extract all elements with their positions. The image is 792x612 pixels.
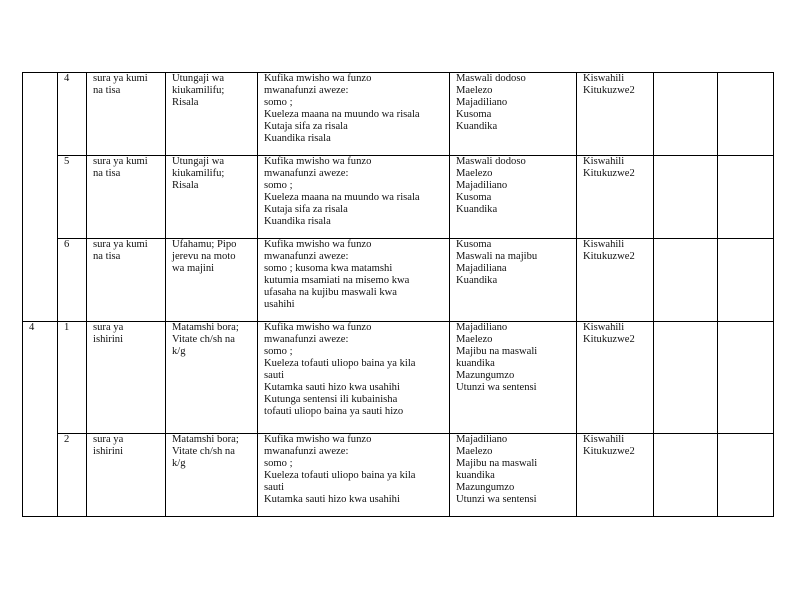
activities-cell: Kusoma Maswali na majibu Majadiliana Kuandika (450, 239, 577, 322)
topic-cell: sura ya ishirini (87, 434, 166, 517)
objectives-cell: Kufika mwisho wa funzo mwanafunzi aweze: somo ; Kueleza tofauti uliopo baina ya kila sauti Kutamka sauti hizo kwa usahihi (258, 434, 450, 517)
subtopic-cell: Utungaji wa kiukamilifu; Risala (166, 73, 258, 156)
objectives-cell: Kufika mwisho wa funzo mwanafunzi aweze: somo ; Kueleza tofauti uliopo baina ya kila sauti Kutamka sauti hizo kwa usahihi Kutunga sentensi ili kubainisha tofauti uliopo baina ya sauti hizo (258, 322, 450, 434)
topic-cell: sura ya kumi na tisa (87, 239, 166, 322)
lesson-cell: 6 (58, 239, 87, 322)
week-cell (23, 73, 58, 322)
activities-cell: Majadiliano Maelezo Majibu na maswali kuandika Mazungumzo Utunzi wa sentensi (450, 434, 577, 517)
lesson-cell: 5 (58, 156, 87, 239)
lesson-cell: 2 (58, 434, 87, 517)
subtopic-cell: Utungaji wa kiukamilifu; Risala (166, 156, 258, 239)
objectives-cell: Kufika mwisho wa funzo mwanafunzi aweze: somo ; Kueleza maana na muundo wa risala Kutaja sifa za risala Kuandika risala (258, 73, 450, 156)
subtopic-cell: Matamshi bora; Vitate ch/sh na k/g (166, 434, 258, 517)
activities-cell: Maswali dodoso Maelezo Majadiliano Kusoma Kuandika (450, 73, 577, 156)
remarks-cell (718, 322, 774, 434)
objectives-cell: Kufika mwisho wa funzo mwanafunzi aweze: somo ; kusoma kwa matamshi kutumia msamiati na misemo kwa ufasaha na kujibu maswali kwa usahihi (258, 239, 450, 322)
assessment-cell (654, 156, 718, 239)
topic-cell: sura ya ishirini (87, 322, 166, 434)
resources-cell: Kiswahili Kitukuzwe2 (577, 322, 654, 434)
subtopic-cell: Matamshi bora; Vitate ch/sh na k/g (166, 322, 258, 434)
table-row (23, 239, 774, 322)
assessment-cell (654, 73, 718, 156)
lesson-cell: 4 (58, 73, 87, 156)
table-row (23, 156, 774, 239)
resources-cell: Kiswahili Kitukuzwe2 (577, 156, 654, 239)
objectives-cell: Kufika mwisho wa funzo mwanafunzi aweze: somo ; Kueleza maana na muundo wa risala Kutaja sifa za risala Kuandika risala (258, 156, 450, 239)
activities-cell: Maswali dodoso Maelezo Majadiliano Kusoma Kuandika (450, 156, 577, 239)
resources-cell: Kiswahili Kitukuzwe2 (577, 73, 654, 156)
table-row (23, 322, 774, 434)
scheme-of-work-table (22, 72, 774, 517)
lesson-cell: 1 (58, 322, 87, 434)
assessment-cell (654, 434, 718, 517)
remarks-cell (718, 73, 774, 156)
assessment-cell (654, 322, 718, 434)
assessment-cell (654, 239, 718, 322)
table-row (23, 434, 774, 517)
week-cell: 4 (23, 322, 58, 517)
resources-cell: Kiswahili Kitukuzwe2 (577, 239, 654, 322)
remarks-cell (718, 239, 774, 322)
topic-cell: sura ya kumi na tisa (87, 73, 166, 156)
resources-cell: Kiswahili Kitukuzwe2 (577, 434, 654, 517)
remarks-cell (718, 156, 774, 239)
topic-cell: sura ya kumi na tisa (87, 156, 166, 239)
remarks-cell (718, 434, 774, 517)
activities-cell: Majadiliano Maelezo Majibu na maswali kuandika Mazungumzo Utunzi wa sentensi (450, 322, 577, 434)
subtopic-cell: Ufahamu; Pipo jerevu na moto wa majini (166, 239, 258, 322)
table-row (23, 73, 774, 156)
